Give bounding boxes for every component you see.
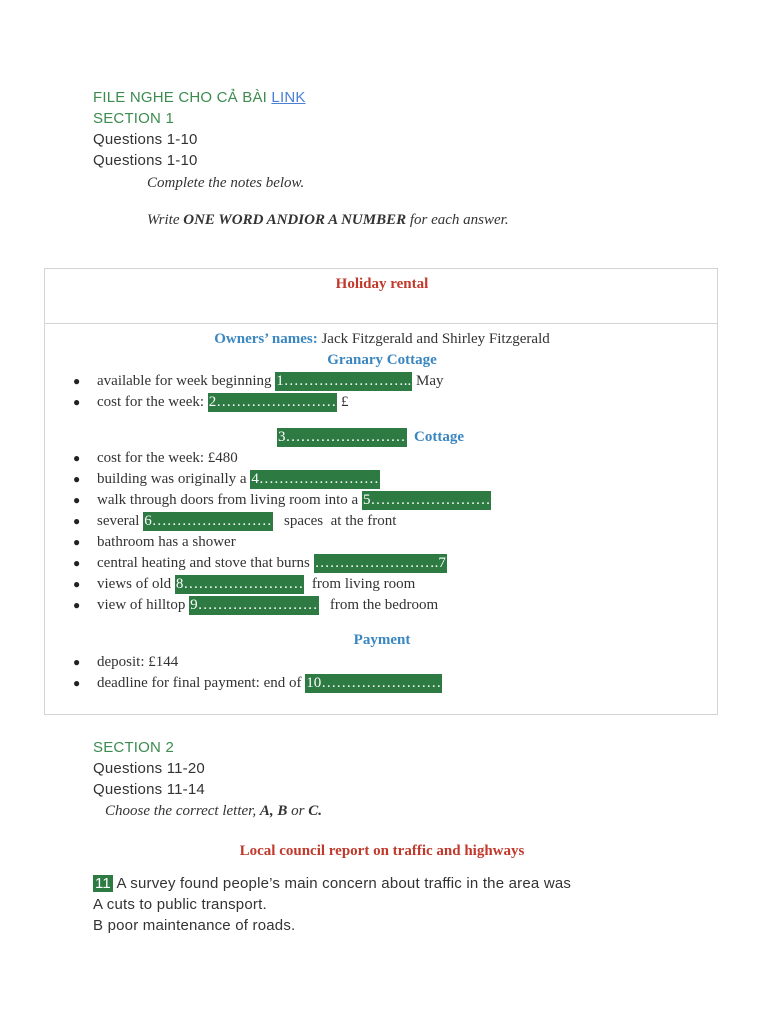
answer-blank-10[interactable]: 10…………………… [306, 675, 442, 691]
item-text: walk through doors from living room into a [97, 492, 362, 508]
item-suffix: spaces at the front [272, 513, 397, 529]
answer-blank-6[interactable]: 6…………………… [144, 513, 272, 529]
notes-divider [45, 323, 717, 324]
answer-blank-7[interactable]: …………………….7 [314, 555, 446, 571]
question-11-text: A survey found people’s main concern about traffic in the area was [112, 875, 572, 892]
item-text: central heating and stove that burns [97, 555, 314, 571]
owners-value: Jack Fitzgerald and Shirley Fitzgerald [317, 331, 550, 347]
section2-question-range: Questions 11-20 [93, 760, 205, 777]
item-text: deadline for final payment: end of [97, 675, 306, 691]
answer-blank-2[interactable]: 2…………………… [208, 394, 337, 410]
section2-instruction [105, 803, 322, 820]
option-b[interactable]: B poor maintenance of roads. [93, 917, 296, 934]
item-suffix: May [412, 373, 444, 389]
item-suffix: from the bedroom [318, 597, 439, 613]
owners-line [0, 331, 764, 348]
answer-blank-3[interactable]: 3…………………… [278, 429, 406, 445]
answer-blank-9[interactable]: 9…………………… [190, 597, 318, 613]
section1-answer-rule [147, 212, 509, 229]
report-title: Local council report on traffic and highways [239, 843, 525, 859]
file-label-line [93, 87, 306, 108]
item-suffix: from living room [304, 576, 416, 592]
instruction-letter-c: C. [308, 803, 322, 819]
answer-blank-4[interactable]: 4…………………… [251, 471, 379, 487]
item-text: views of old [97, 576, 175, 592]
section1-instruction: Complete the notes below. [147, 175, 305, 191]
instruction-letters-ab: A, B [259, 803, 288, 819]
item-text: building was originally a [97, 471, 251, 487]
file-label: FILE NGHE CHO CẢ BÀI [93, 89, 272, 106]
question-number-11: 11 [95, 875, 111, 892]
item-text: view of hilltop [97, 597, 190, 613]
answer-blank-1[interactable]: 1…………………….. [276, 373, 412, 389]
cottage-heading-line [277, 429, 464, 446]
payment-heading: Payment [353, 632, 411, 648]
item-text: available for week beginning [97, 373, 276, 389]
section1-question-range-repeat: Questions 1-10 [93, 152, 198, 169]
section1-title: SECTION 1 [93, 110, 174, 127]
answer-rule-pre: Write [147, 212, 184, 228]
owners-label: Owners’ names: [214, 331, 318, 347]
instruction-or: or [287, 803, 309, 819]
section1-question-range: Questions 1-10 [93, 131, 198, 148]
item-text: bathroom has a shower [97, 534, 236, 550]
item-text: deposit: £144 [97, 654, 179, 670]
item-text: cost for the week: £480 [97, 450, 238, 466]
item-suffix: £ [337, 394, 349, 410]
option-a[interactable]: A cuts to public transport. [93, 896, 267, 913]
question-11 [93, 873, 571, 894]
answer-rule-post: for each answer. [406, 212, 509, 228]
item-text: cost for the week: [97, 394, 208, 410]
cottage-heading: Cottage [414, 429, 464, 445]
answer-blank-5[interactable]: 5…………………… [362, 492, 491, 508]
granary-heading: Granary Cottage [327, 352, 437, 368]
answer-rule-bold: ONE WORD ANDIOR A NUMBER [183, 212, 407, 228]
section2-title: SECTION 2 [93, 739, 174, 756]
notes-title: Holiday rental [335, 276, 429, 292]
item-text: several [97, 513, 144, 529]
section2-question-subrange: Questions 11-14 [93, 781, 205, 798]
answer-blank-8[interactable]: 8…………………… [175, 576, 304, 592]
instruction-pre: Choose the correct letter, [105, 803, 260, 819]
audio-link[interactable]: LINK [271, 89, 306, 106]
